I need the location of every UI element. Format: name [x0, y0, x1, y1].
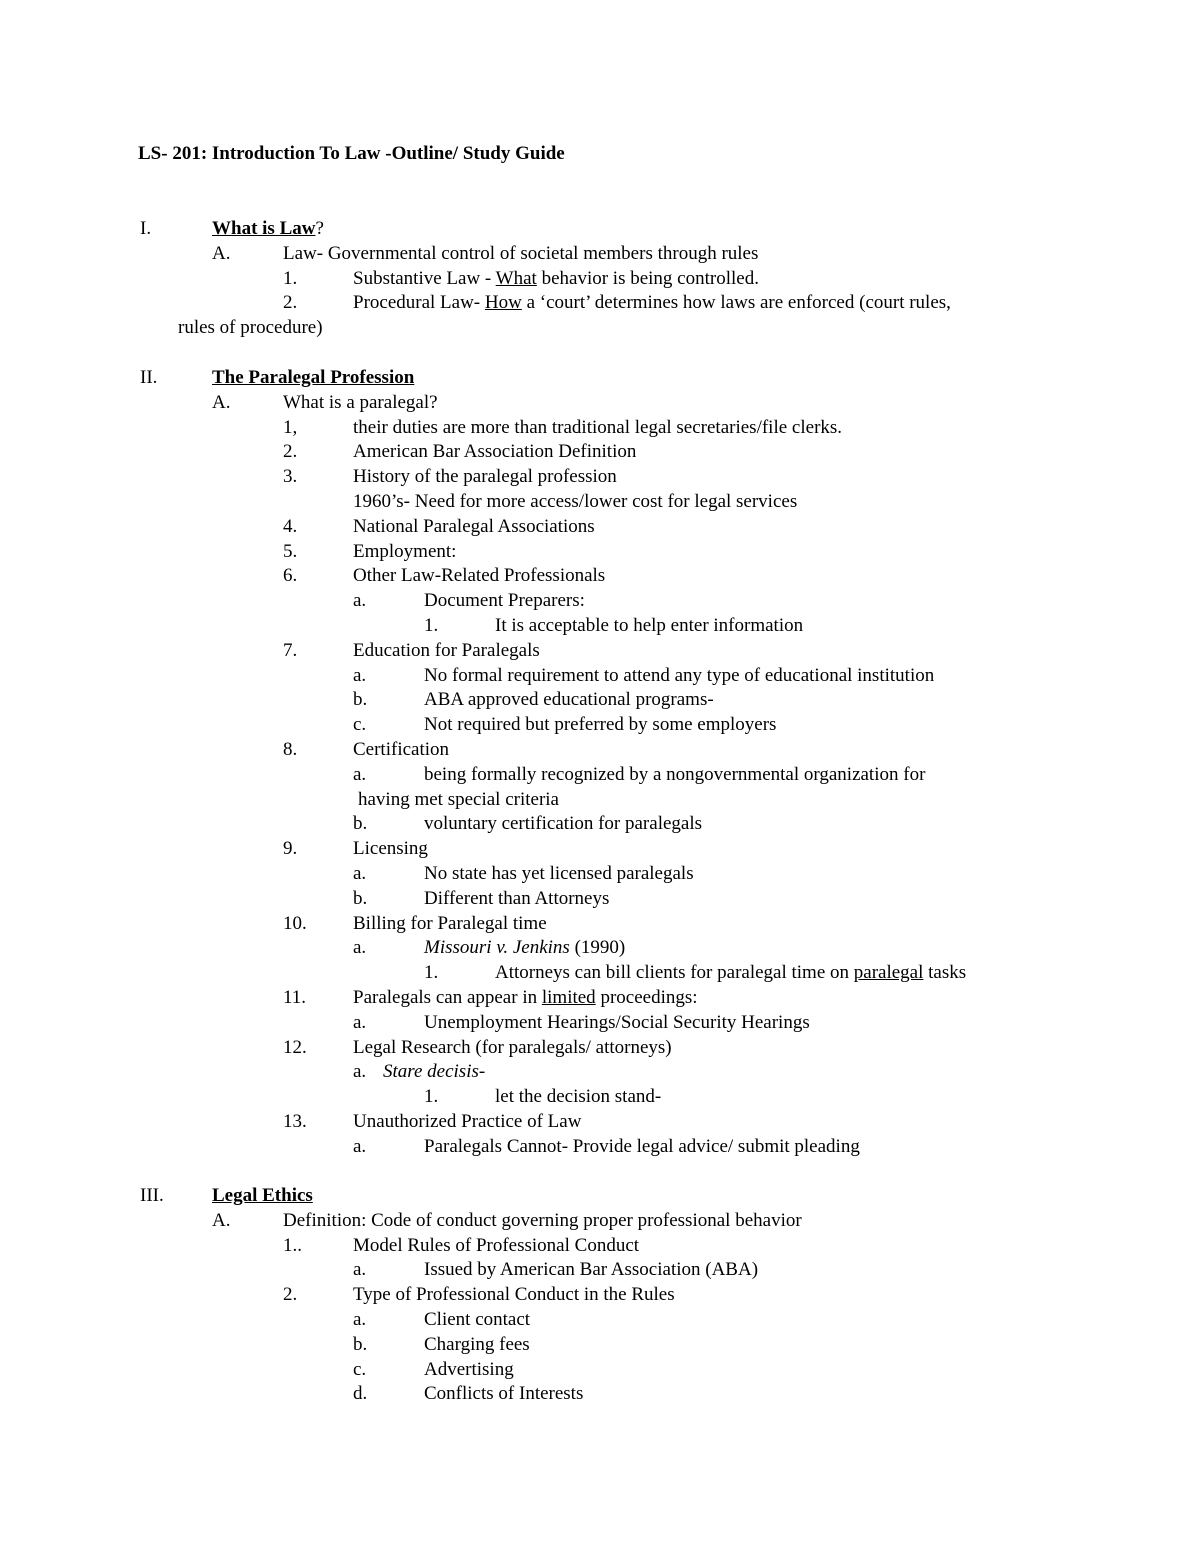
item-text: Employment: [353, 540, 457, 562]
outline-marker: 1.. [283, 1234, 302, 1256]
item-text: Different than Attorneys [424, 887, 610, 909]
outline-item-text [353, 912, 547, 937]
outline-marker: a. [353, 937, 367, 959]
outline-item-text [424, 936, 625, 961]
item-text-pre: Paralegals can appear in [353, 987, 542, 1008]
outline-item-text [424, 713, 776, 738]
outline-marker: 2. [283, 1284, 298, 1306]
outline-item-text [353, 738, 449, 763]
section-heading [212, 366, 414, 391]
outline-item-text [353, 1110, 581, 1135]
item-text-underlined: paralegal [853, 962, 924, 984]
outline-item-text [353, 490, 797, 515]
outline-item-text [178, 316, 323, 341]
outline-marker: b. [353, 689, 368, 711]
item-text: rules of procedure) [178, 317, 323, 339]
item-text-underlined: How [484, 292, 522, 314]
outline-item-text [283, 391, 438, 416]
outline-marker: a. [353, 1011, 367, 1033]
outline-item-text [495, 614, 803, 639]
outline-marker: 8. [283, 739, 298, 760]
outline-marker: 1. [424, 1086, 439, 1108]
outline-marker: a. [353, 1259, 367, 1281]
outline-item-text [353, 564, 605, 589]
item-text: Certification [353, 739, 450, 760]
outline-item-text [424, 862, 694, 887]
outline-item-text [424, 1308, 530, 1333]
item-text: It is acceptable to help enter information [495, 615, 804, 636]
outline-item-text [424, 589, 585, 614]
item-text-pre: Attorneys can bill clients for paralegal time on [495, 962, 854, 984]
outline-item-text [353, 1234, 639, 1259]
item-text: National Paralegal Associations [353, 515, 595, 537]
outline-item-text [353, 465, 617, 490]
item-text: Model Rules of Professional Conduct [353, 1234, 640, 1256]
outline-item-text [353, 1283, 675, 1308]
item-text: Type of Professional Conduct in the Rules [353, 1284, 675, 1306]
item-text: Client contact [424, 1309, 531, 1330]
item-text-post: - [478, 1061, 486, 1083]
item-text: American Bar Association Definition [353, 441, 637, 463]
item-text: Issued by American Bar Association (ABA) [424, 1259, 759, 1281]
item-text: 1960’s- Need for more access/lower cost for legal services [353, 491, 798, 512]
section-heading-text: The Paralegal Profession [212, 367, 415, 388]
outline-marker: 10. [283, 912, 307, 934]
outline-item-text [424, 887, 609, 912]
item-text: Not required but preferred by some employers [424, 714, 777, 736]
outline-marker: 1. [424, 962, 439, 984]
item-text-italic: Missouri v. Jenkins [424, 937, 570, 959]
item-text: What is a paralegal? [283, 391, 438, 413]
outline-marker: c. [353, 714, 367, 736]
item-text-post: behavior is being controlled. [536, 267, 759, 289]
outline-item-text [283, 1209, 802, 1234]
outline-marker: A. [212, 391, 231, 413]
item-text: ABA approved educational programs- [424, 689, 714, 711]
section-numeral: III. [140, 1185, 164, 1206]
section-heading [212, 1184, 313, 1209]
item-text: Conflicts of Interests [424, 1383, 584, 1405]
item-text-underlined: limited [541, 987, 596, 1008]
item-text-pre: Procedural Law- [353, 292, 485, 314]
document-title: LS- 201: Introduction To Law -Outline/ Study Guide [138, 143, 565, 164]
section-numeral: II. [140, 367, 158, 388]
outline-marker: 7. [283, 639, 298, 661]
item-text-italic: Stare decisis [383, 1061, 479, 1083]
outline-item-text [358, 788, 559, 813]
outline-marker: 9. [283, 838, 298, 860]
item-text: Education for Paralegals [353, 639, 540, 661]
outline-item-text [495, 961, 966, 986]
outline-marker: 2. [283, 292, 298, 314]
outline-marker: a. [353, 863, 367, 884]
outline-item-text [283, 242, 758, 267]
item-text: Advertising [424, 1358, 514, 1380]
outline-item-text [353, 515, 595, 540]
outline-marker: 13. [283, 1111, 307, 1132]
item-text: Other Law-Related Professionals [353, 565, 606, 587]
item-text: Licensing [353, 838, 428, 860]
outline-item-text [424, 1135, 860, 1160]
outline-marker: b. [353, 1333, 368, 1355]
outline-marker: a. [353, 1061, 367, 1083]
section-heading-text: What is Law [212, 218, 316, 239]
outline-item-text [424, 1333, 530, 1358]
outline-item-text [353, 639, 540, 664]
item-text-underlined: What [495, 267, 537, 289]
outline-marker: 11. [283, 987, 307, 1008]
item-text: let the decision stand- [495, 1086, 662, 1108]
item-text-post: (1990) [569, 937, 626, 959]
item-text: Charging fees [424, 1333, 530, 1355]
item-text: No state has yet licensed paralegals [424, 863, 694, 884]
item-text-post: proceedings: [595, 987, 698, 1008]
outline-marker: a. [353, 1135, 367, 1157]
outline-marker: b. [353, 813, 368, 835]
item-text: Document Preparers: [424, 590, 585, 612]
outline-marker: d. [353, 1383, 368, 1405]
outline-item-text [353, 291, 951, 316]
outline-item-text [495, 1085, 661, 1110]
outline-marker: 6. [283, 565, 298, 587]
outline-item-text [353, 1036, 672, 1061]
section-heading-text: Legal Ethics [212, 1185, 313, 1206]
outline-item-text [424, 1358, 514, 1383]
outline-marker: a. [353, 590, 367, 612]
outline-item-text [424, 688, 714, 713]
item-text: voluntary certification for paralegals [424, 813, 703, 835]
section-numeral: I. [140, 218, 152, 239]
outline-marker: A. [212, 1209, 231, 1231]
item-text-post: tasks [923, 962, 967, 984]
outline-item-text [424, 664, 934, 689]
item-text: Billing for Paralegal time [353, 912, 547, 934]
outline-item-text [424, 1011, 810, 1036]
outline-item-text [353, 267, 759, 292]
outline-marker: c. [353, 1358, 367, 1380]
item-text: No formal requirement to attend any type of educational institution [424, 664, 935, 686]
outline-item-text [424, 812, 702, 837]
outline-marker: a. [353, 1309, 367, 1330]
item-text: Legal Research (for paralegals/ attorneys) [353, 1036, 672, 1058]
item-text: having met special criteria [358, 788, 559, 810]
outline-marker: 4. [283, 515, 298, 537]
outline-marker: A. [212, 242, 231, 264]
outline-item-text [353, 440, 636, 465]
outline-marker: 5. [283, 540, 298, 562]
section-heading [212, 217, 324, 242]
outline-item-text [424, 763, 925, 788]
outline-marker: 3. [283, 466, 298, 488]
outline-item-text [353, 416, 842, 441]
item-text: Definition: Code of conduct governing proper professional behavior [283, 1209, 802, 1231]
item-text-pre: Substantive Law - [353, 267, 496, 289]
item-text: being formally recognized by a nongovernmental organization for [424, 763, 926, 785]
outline-item-text [424, 1258, 758, 1283]
outline-marker: 1, [283, 416, 298, 438]
item-text: their duties are more than traditional legal secretaries/file clerks. [353, 416, 843, 438]
outline-item-text [353, 540, 456, 565]
outline-marker: 1. [424, 615, 439, 636]
item-text: History of the paralegal profession [353, 466, 617, 488]
outline-item-text [383, 1060, 485, 1085]
item-text: Unemployment Hearings/Social Security Hearings [424, 1011, 810, 1033]
outline-marker: a. [353, 763, 367, 785]
item-text-post: a ‘court’ determines how laws are enforced (court rules, [521, 292, 951, 314]
outline-marker: 12. [283, 1036, 307, 1058]
outline-marker: 2. [283, 441, 298, 463]
item-text: Law- Governmental control of societal members through rules [283, 242, 759, 264]
section-heading-suffix: ? [315, 218, 324, 239]
item-text: Unauthorized Practice of Law [353, 1111, 582, 1132]
outline-marker: a. [353, 664, 367, 686]
outline-marker: 1. [283, 267, 298, 289]
outline-marker: b. [353, 887, 368, 909]
outline-item-text [353, 837, 428, 862]
outline-item-text [424, 1382, 583, 1407]
outline-item-text [353, 986, 698, 1011]
item-text: Paralegals Cannot- Provide legal advice/ submit pleading [424, 1135, 860, 1157]
